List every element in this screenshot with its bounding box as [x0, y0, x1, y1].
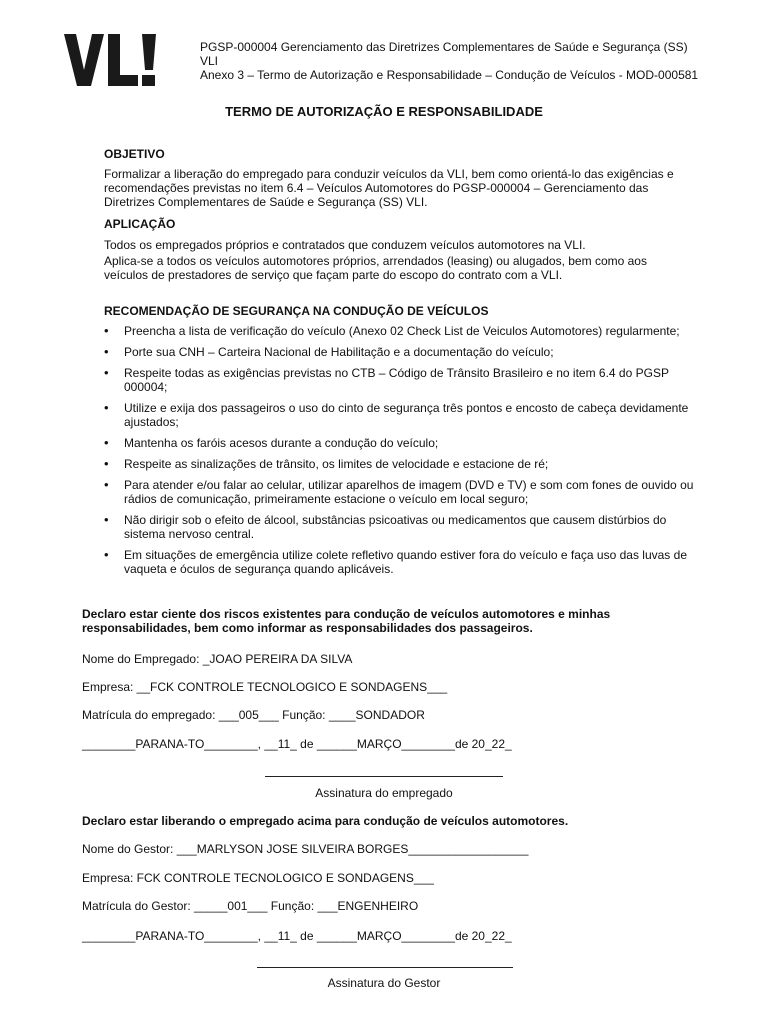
- list-item: • Mantenha os faróis acesos durante a condução do veículo;: [104, 436, 694, 450]
- list-item: • Não dirigir sob o efeito de álcool, substâncias psicoativas ou medicamentos que causem distúrbios do sistema nervoso central.: [104, 513, 694, 541]
- gestor-declaration: Declaro estar liberando o empregado acima para condução de veículos automotores.: [82, 814, 569, 828]
- aplicacao-heading: APLICAÇÃO: [104, 217, 176, 231]
- empregado-matricula: Matrícula do empregado: ___005___ Função: ____SONDADOR: [82, 708, 425, 722]
- objetivo-heading: OBJETIVO: [104, 147, 165, 161]
- recomendacao-heading: RECOMENDAÇÃO DE SEGURANÇA NA CONDUÇÃO DE VEÍCULOS: [104, 304, 489, 318]
- gestor-signature-line: [257, 967, 513, 968]
- empregado-signature-line: [265, 776, 503, 777]
- gestor-matricula: Matrícula do Gestor: _____001___ Função: ___ENGENHEIRO: [82, 899, 419, 913]
- list-item: • Preencha a lista de verificação do veículo (Anexo 02 Check List de Veiculos Automotores) regularmente;: [104, 324, 694, 338]
- objetivo-text: Formalizar a liberação do empregado para conduzir veículos da VLI, bem como orientá-lo das exigências e recomendações previstas no item 6.4 – Veículos Automotores do PGSP-000004 – Gerenciamento das Diretrizes Complementares de Saúde e Segurança (SS) VLI.: [104, 167, 674, 209]
- list-item: • Respeite todas as exigências previstas no CTB – Código de Trânsito Brasileiro e no item 6.4 do PGSP 000004;: [104, 366, 694, 394]
- document-title: TERMO DE AUTORIZAÇÃO E RESPONSABILIDADE: [225, 104, 543, 119]
- list-item: • Utilize e exija dos passageiros o uso do cinto de segurança três pontos e encosto de cabeça devidamente ajustados;: [104, 401, 694, 429]
- header-line-1: PGSP-000004 Gerenciamento das Diretrizes Complementares de Saúde e Segurança (SS): [200, 40, 688, 54]
- list-item: • Respeite as sinalizações de trânsito, os limites de velocidade e estacione de ré;: [104, 457, 694, 471]
- aplicacao-text-2: Aplica-se a todos os veículos automotores próprios, arrendados (leasing) ou alugados, bem como aos veículos de prestadores de serviço que façam parte do escopo do contrato com a VLI.: [104, 254, 647, 282]
- header-line-2: VLI: [200, 54, 219, 68]
- header-line-3: Anexo 3 – Termo de Autorização e Responsabilidade – Condução de Veículos - MOD-000581: [200, 68, 699, 82]
- empregado-signature-label: Assinatura do empregado: [315, 786, 453, 800]
- aplicacao-text-1: Todos os empregados próprios e contratados que conduzem veículos automotores na VLI.: [104, 238, 586, 252]
- gestor-signature-label: Assinatura do Gestor: [327, 976, 441, 990]
- empregado-empresa: Empresa: __FCK CONTROLE TECNOLOGICO E SONDAGENS___: [82, 680, 448, 694]
- gestor-nome: Nome do Gestor: ___MARLYSON JOSE SILVEIRA BORGES__________________: [82, 842, 529, 856]
- vli-logo: [62, 30, 162, 90]
- empregado-declaration: Declaro estar ciente dos riscos existentes para condução de veículos automotores e minhas responsabilidades, bem como informar as responsabilidades dos passageiros.: [82, 607, 611, 635]
- document-header: [200, 40, 698, 82]
- recomendacao-list: [104, 324, 694, 583]
- list-item: • Em situações de emergência utilize colete refletivo quando estiver fora do veículo e faça uso das luvas de vaqueta e óculos de segurança quando aplicáveis.: [104, 548, 694, 576]
- list-item: • Para atender e/ou falar ao celular, utilizar aparelhos de imagem (DVD e TV) e som com fones de ouvido ou rádios de comunicação, primeiramente estacione o veículo em local seguro;: [104, 478, 694, 506]
- empregado-nome: Nome do Empregado: _JOAO PEREIRA DA SILVA: [82, 652, 353, 666]
- empregado-local-data: ________PARANA-TO________, __11_ de ______MARÇO________de 20_22_: [82, 737, 512, 751]
- gestor-local-data: ________PARANA-TO________, __11_ de ______MARÇO________de 20_22_: [82, 929, 512, 943]
- gestor-empresa: Empresa: FCK CONTROLE TECNOLOGICO E SONDAGENS___: [82, 871, 434, 885]
- list-item: • Porte sua CNH – Carteira Nacional de Habilitação e a documentação do veículo;: [104, 345, 694, 359]
